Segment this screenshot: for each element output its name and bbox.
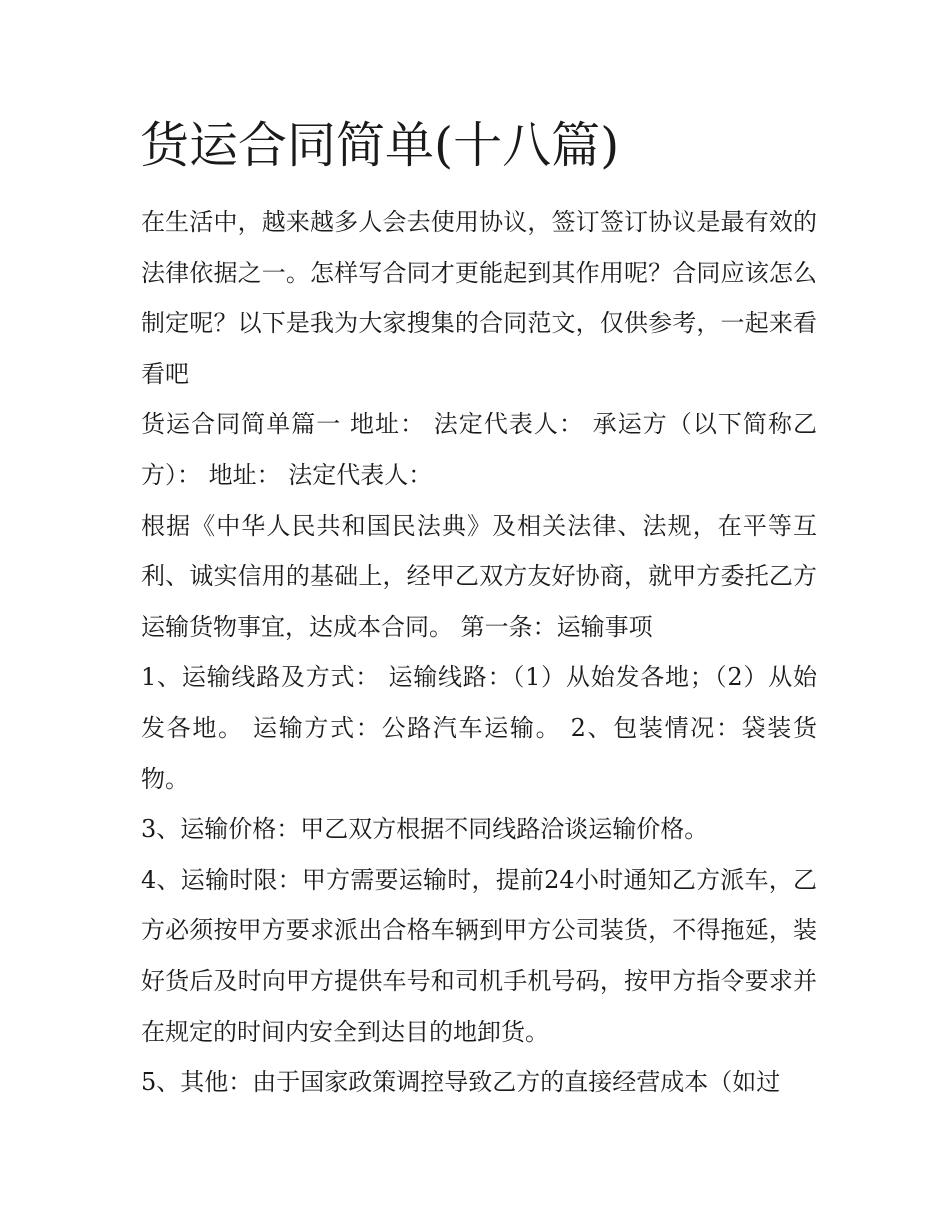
clause-time-limit-paragraph: 4、运输时限：甲方需要运输时，提前24小时通知乙方派车，乙方必须按甲方要求派出合格车辆到甲方公司装货，不得拖延，装好货后及时向甲方提供车号和司机手机号码，按甲方指令要求并在规定的时间内安全到达目的地卸货。 — [141, 865, 817, 1046]
contract-basis-paragraph: 根据《中华人民共和国民法典》及相关法律、法规，在平等互利、诚实信用的基础上，经甲乙双方友好协商，就甲方委托乙方运输货物事宜，达成本合同。 第一条：运输事项 — [141, 511, 817, 641]
document-title: 货运合同简单(十八篇) — [140, 117, 620, 174]
document-body — [141, 197, 817, 1108]
clause-route-paragraph: 1、运输线路及方式： 运输线路：（1）从始发各地；（2）从始发各地。 运输方式：公路汽车运输。 2、包装情况：袋装货物。 — [141, 663, 817, 793]
contract-parties-paragraph: 货运合同简单篇一 地址： 法定代表人： 承运方（以下简称乙方）： 地址： 法定代表人： — [141, 410, 817, 489]
clause-price-paragraph: 3、运输价格：甲乙双方根据不同线路洽谈运输价格。 — [141, 815, 709, 844]
intro-paragraph: 在生活中，越来越多人会去使用协议，签订签订协议是最有效的法律依据之一。怎样写合同才更能起到其作用呢？合同应该怎么制定呢？以下是我为大家搜集的合同范文，仅供参考，一起来看看吧 — [141, 208, 817, 388]
clause-other-paragraph: 5、其他：由于国家政策调控导致乙方的直接经营成本（如过 — [141, 1068, 781, 1097]
